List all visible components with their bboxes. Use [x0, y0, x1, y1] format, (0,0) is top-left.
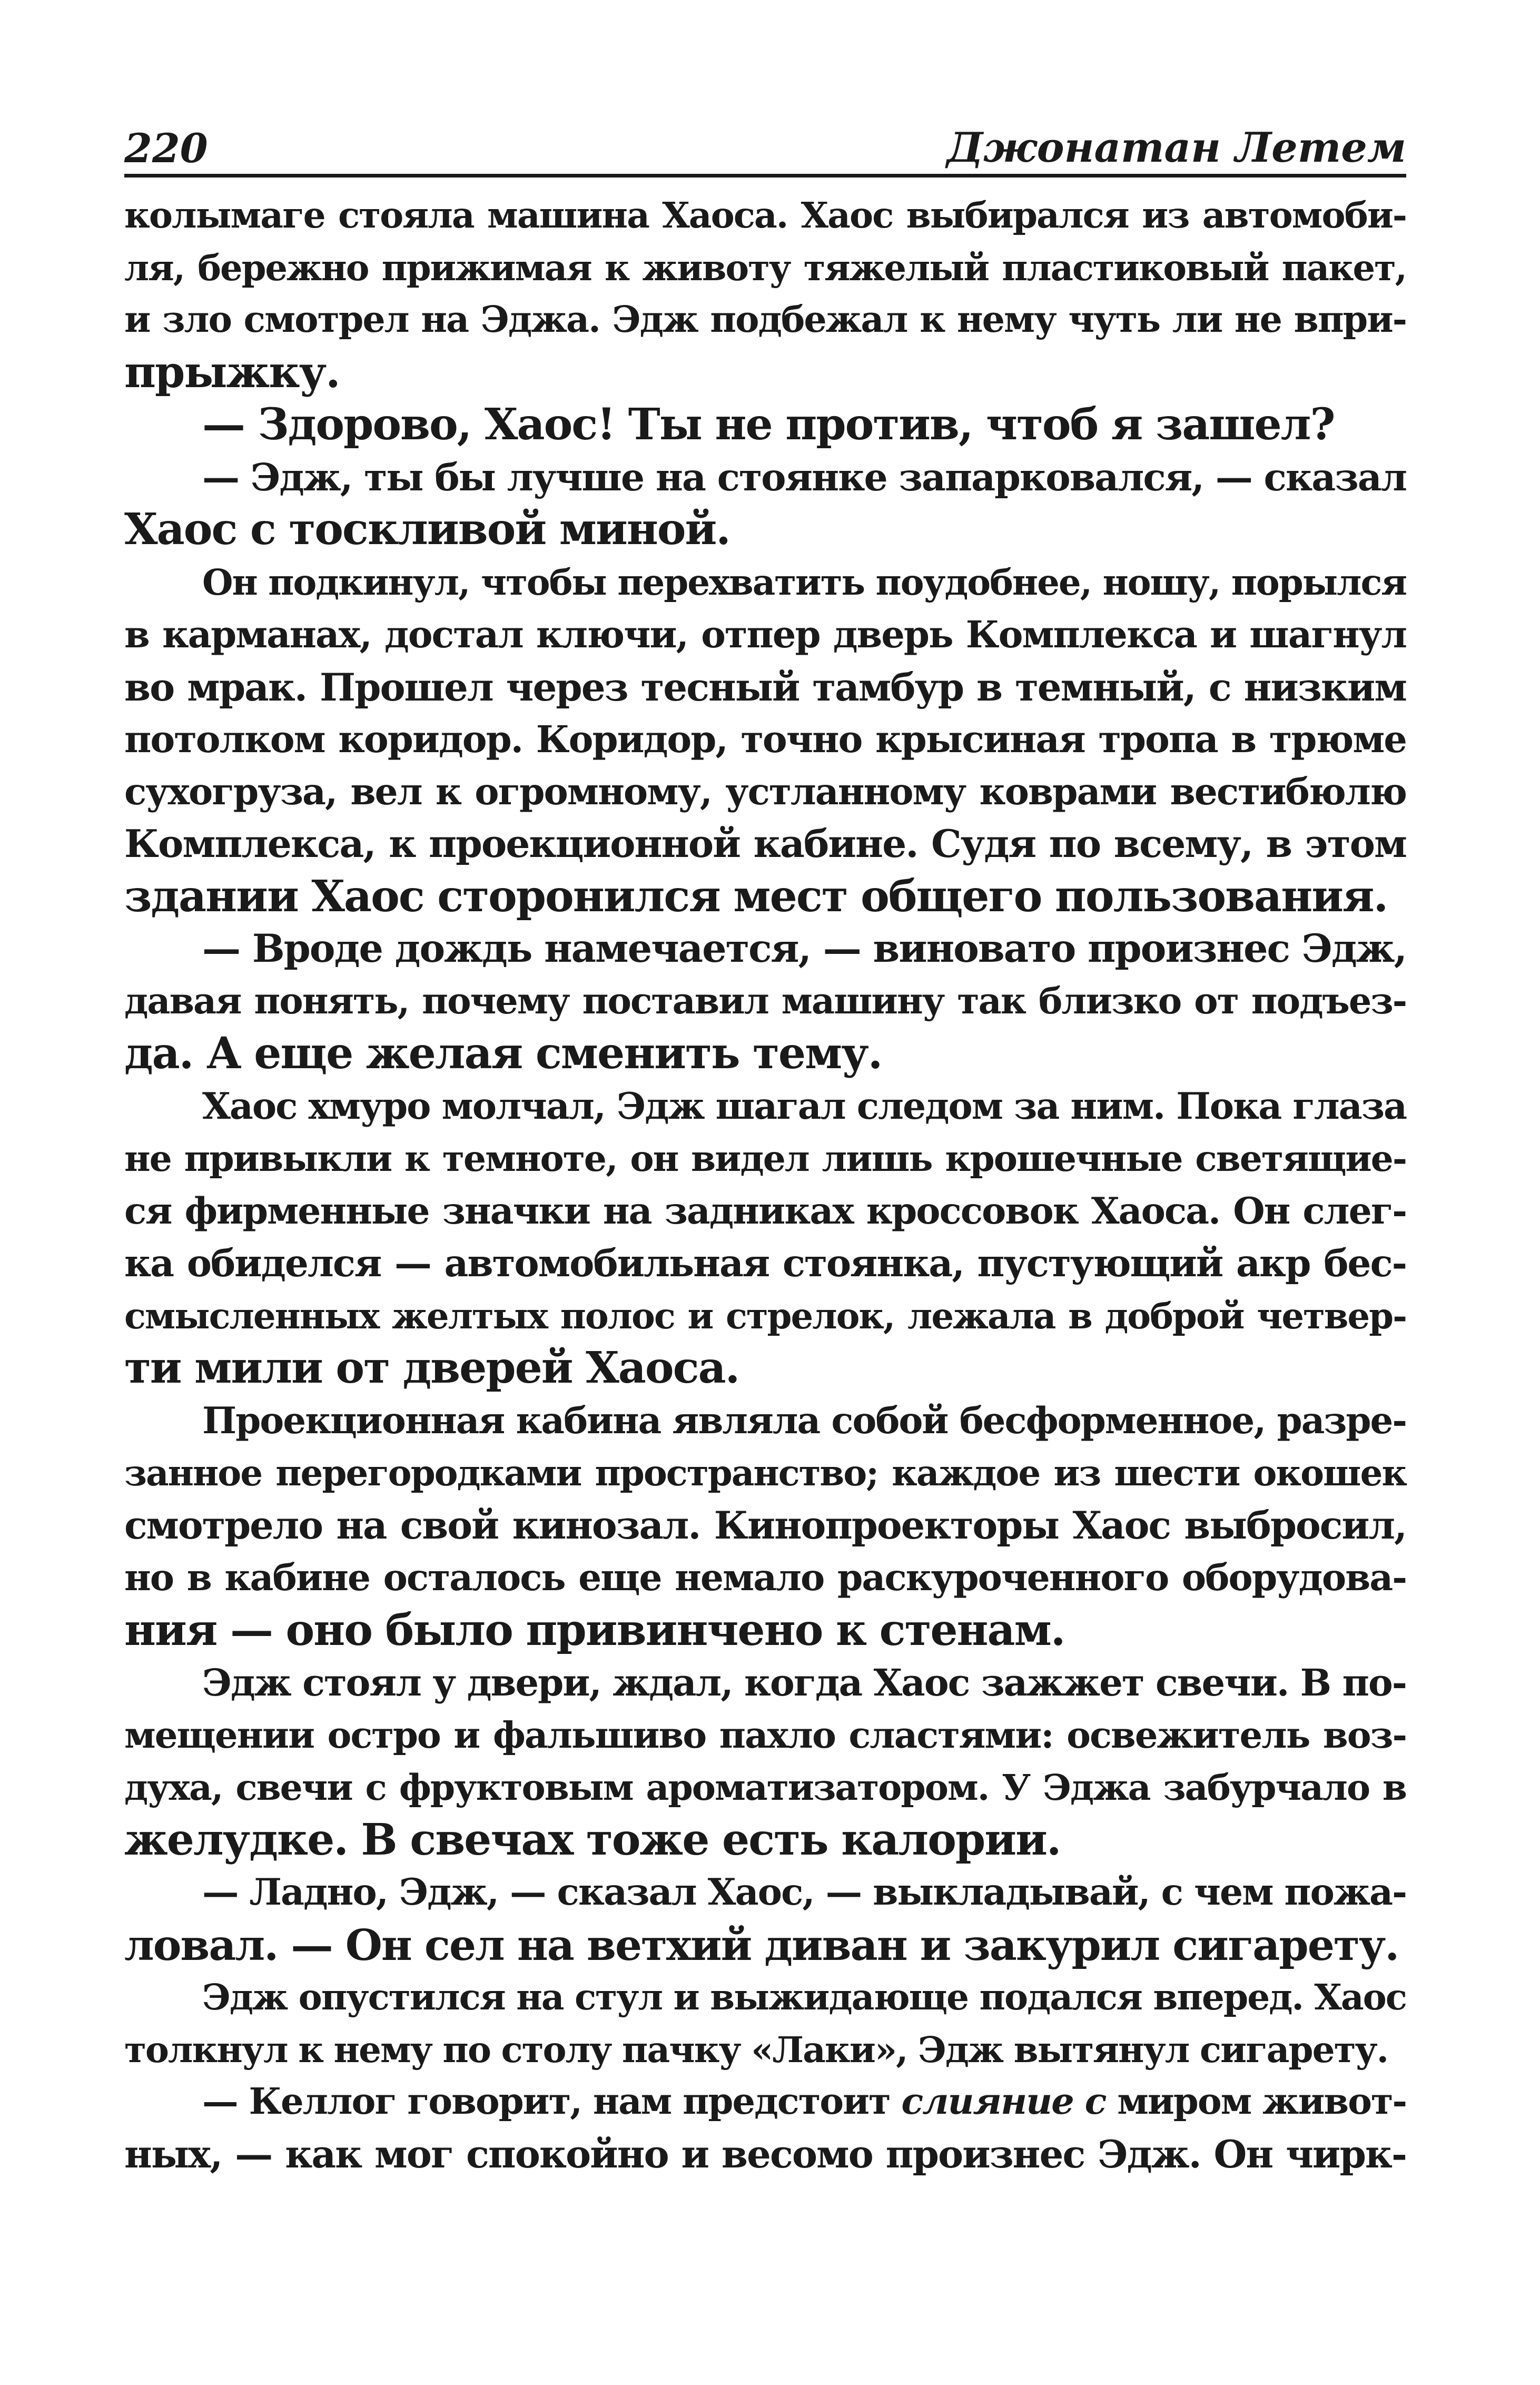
text-line: желудке. В свечах тоже есть калории. [124, 1814, 1061, 1865]
text-line: не привыкли к темноте, он видел лишь крошечные светящие- [124, 1137, 1406, 1179]
text-line: Эдж опустился на стул и выжидающе подался вперед. Хаос [202, 1976, 1406, 2018]
text-line: да. А еще желая сменить тему. [124, 1028, 882, 1079]
text-line: Проекционная кабина являла собой бесформенное, разре- [202, 1399, 1406, 1442]
text-line: смотрело на свой кинозал. Кинопроекторы Хаос выбросил, [124, 1503, 1406, 1548]
text-line: потолком коридор. Коридор, точно крысиная тропа в трюме [124, 717, 1406, 761]
page-header [124, 115, 1406, 178]
text-line: Он подкинул, чтобы перехватить поудобнее, ношу, порылся [202, 561, 1406, 603]
text-line: ния — оно было привинчено к стенам. [124, 1604, 1065, 1655]
text-line: сухогруза, вел к огромному, устланному коврами вестибюлю [124, 770, 1406, 813]
text-line: но в кабине осталось еще немало раскуроченного оборудова- [124, 1556, 1406, 1599]
page-number: 220 [124, 125, 208, 172]
text-line: здании Хаос сторонился мест общего пользования. [124, 871, 1388, 922]
book-page [124, 115, 1406, 2181]
text-line: и зло смотрел на Эджа. Эдж подбежал к нему чуть ли не впри- [124, 299, 1406, 341]
body-text [124, 189, 1406, 2181]
text-line: толкнул к нему по столу пачку «Лаки», Эдж вытянул сигарету. [124, 2028, 1388, 2071]
text-line: занное перегородками пространство; каждое из шести окошек [124, 1452, 1406, 1494]
text-line: — Ладно, Эдж, — сказал Хаос, — выкладывай, с чем пожа- [202, 1871, 1406, 1914]
text-line: ти мили от дверей Хаоса. [124, 1343, 739, 1393]
running-title: Джонатан Летем [946, 124, 1406, 172]
text-line: ных, — как мог спокойно и весомо произнес Эдж. Он чирк- [124, 2132, 1406, 2177]
text-segment: миром живот- [1105, 2081, 1407, 2123]
text-line: — Здорово, Хаос! Ты не против, чтоб я зашел? [202, 399, 1335, 450]
text-line: — Эдж, ты бы лучше на стоянке запарковался, — сказал [202, 455, 1406, 499]
text-line: Комплекса, к проекционной кабине. Судя по всему, в этом [124, 822, 1406, 866]
text-line: ля, бережно прижимая к животу тяжелый пластиковый пакет, [124, 247, 1406, 289]
text-line: Хаос с тоскливой миной. [124, 504, 730, 555]
text-line: давая понять, почему поставил машину так близко от подъез- [124, 980, 1406, 1022]
text-line: колымаге стояла машина Хаоса. Хаос выбирался из автомоби- [124, 194, 1406, 236]
text-line: смысленных желтых полос и стрелок, лежала в доброй четвер- [124, 1295, 1406, 1337]
text-segment: — Келлог говорит, нам предстоит [202, 2081, 902, 2123]
text-line: Хаос хмуро молчал, Эдж шагал следом за ним. Пока глаза [202, 1085, 1406, 1128]
text-line: духа, свечи с фруктовым ароматизатором. У Эджа забурчало в [124, 1766, 1406, 1808]
text-line [124, 2076, 1406, 2128]
text-line: Эдж стоял у двери, ждал, когда Хаос зажжет свечи. В по- [202, 1661, 1406, 1704]
text-line: прыжку. [124, 347, 340, 398]
text-line: ся фирменные значки на задниках кроссовок Хаоса. Он слег- [124, 1189, 1406, 1233]
italic-text-segment: слияние с [901, 2081, 1106, 2123]
text-line: ловал. — Он сел на ветхий диван и закурил сигарету. [124, 1919, 1399, 1970]
text-line: во мрак. Прошел через тесный тамбур в темный, с низким [124, 664, 1406, 709]
text-line: ка обиделся — автомобильная стоянка, пустующий акр бес- [124, 1241, 1406, 1285]
text-line: в карманах, достал ключи, отпер дверь Комплекса и шагнул [124, 613, 1406, 656]
text-line: мещении остро и фальшиво пахло сластями: освежитель воз- [124, 1713, 1406, 1757]
text-line: — Вроде дождь намечается, — виновато произнес Эдж, [202, 926, 1406, 971]
